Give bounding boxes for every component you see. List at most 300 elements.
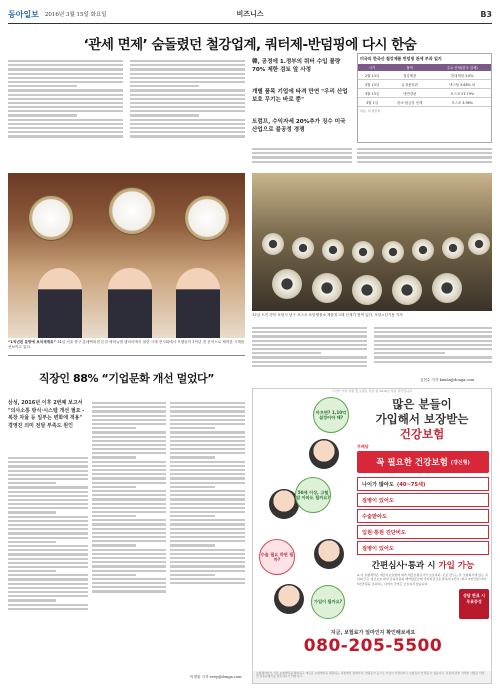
text-line-placeholder bbox=[8, 608, 88, 610]
text-line-placeholder bbox=[170, 540, 245, 542]
coil-roll bbox=[262, 233, 284, 255]
text-line-placeholder bbox=[252, 327, 367, 329]
item-value: 수술받아도 bbox=[362, 513, 388, 520]
text-line-placeholder bbox=[8, 60, 123, 62]
text-line-placeholder bbox=[8, 591, 88, 593]
question-bubble: 가입이 될까요? bbox=[311, 585, 345, 619]
text-line-placeholder bbox=[130, 81, 245, 83]
list-item bbox=[357, 509, 489, 523]
text-line-placeholder bbox=[92, 515, 136, 517]
text-line-placeholder bbox=[92, 452, 166, 454]
text-line-placeholder bbox=[170, 553, 245, 555]
table-cell: 유정용강관 bbox=[386, 80, 433, 89]
text-line-placeholder bbox=[170, 536, 245, 538]
text-line-placeholder bbox=[92, 448, 166, 450]
text-line-placeholder bbox=[8, 604, 88, 606]
text-line-placeholder bbox=[92, 473, 166, 475]
newspaper-logo: 동아일보 bbox=[8, 9, 39, 19]
text-line-placeholder bbox=[8, 73, 123, 75]
model-figure bbox=[108, 268, 152, 338]
text-line-placeholder bbox=[8, 537, 88, 539]
text-line-placeholder bbox=[252, 148, 352, 150]
text-line-placeholder bbox=[8, 545, 88, 547]
text-line-placeholder bbox=[8, 85, 77, 87]
text-line-placeholder bbox=[8, 520, 88, 522]
text-line-placeholder bbox=[8, 114, 77, 116]
text-line-placeholder bbox=[252, 335, 367, 337]
text-line-placeholder bbox=[170, 515, 215, 517]
text-line-placeholder bbox=[92, 540, 166, 542]
text-line-placeholder bbox=[130, 131, 245, 133]
text-line-placeholder bbox=[170, 490, 245, 492]
text-line-placeholder bbox=[8, 110, 123, 112]
photo-caption-text: 14일 서울 중구 롯데백화점 본점 에비뉴엘 갤러리에서 열린 시계 전시회에서 모델들이 1억년 전 운석으로 제작한 시계를 선보이고 있다. bbox=[8, 340, 245, 349]
text-line-placeholder bbox=[130, 106, 245, 108]
text-line-placeholder bbox=[8, 599, 56, 601]
consult-badge-line-2: 무료증정 bbox=[466, 599, 482, 604]
text-line-placeholder bbox=[8, 81, 123, 83]
phone-number[interactable]: 080-205-5500 bbox=[303, 636, 443, 656]
coil-roll bbox=[468, 233, 490, 255]
text-line-placeholder bbox=[170, 469, 245, 471]
ad-footer-disclaimer: 보험계약자가 기존 보험계약을 해지하고 새로운 보험계약을 체결하는 과정에서 질병이력, 연령증가 등으로 가입이 거절되거나 보험료가 인상될 수 있습니다. 상품에 관한 자세한 사항은 약관 및 상품설명서를 참조하시기 바랍니다. bbox=[253, 671, 491, 683]
table-source: 자료: 미 상무부 bbox=[360, 109, 381, 113]
text-line-placeholder bbox=[170, 448, 245, 450]
text-line-placeholder bbox=[170, 436, 245, 438]
coil-roll bbox=[312, 273, 342, 303]
text-line-placeholder bbox=[170, 519, 245, 521]
text-line-placeholder bbox=[92, 444, 166, 446]
text-line-placeholder bbox=[170, 544, 215, 546]
text-line-placeholder bbox=[92, 423, 166, 425]
model-figure bbox=[38, 268, 82, 338]
masthead-rule bbox=[8, 23, 492, 24]
table-cell: 넥스틸 5.68% 외 bbox=[433, 80, 491, 89]
text-line-placeholder bbox=[170, 440, 245, 442]
table-cell: 3월 13일 bbox=[358, 89, 386, 98]
text-line-placeholder bbox=[8, 106, 123, 108]
text-line-placeholder bbox=[8, 131, 123, 133]
table-title: 미국의 한국산 철강제품 반덤핑 관세 부과 일지 bbox=[360, 56, 442, 61]
text-line-placeholder bbox=[8, 549, 88, 551]
question-bubble: 수술 필요 하면 될까? bbox=[259, 539, 295, 575]
text-line-placeholder bbox=[92, 456, 136, 458]
text-line-placeholder bbox=[92, 410, 166, 412]
text-line-placeholder bbox=[92, 553, 166, 555]
text-line-placeholder bbox=[8, 89, 123, 91]
text-line-placeholder bbox=[130, 68, 245, 70]
text-line-placeholder bbox=[170, 406, 245, 408]
text-line-placeholder bbox=[8, 562, 88, 564]
issue-date: 2016년 3월 15일 화요일 bbox=[44, 12, 107, 18]
text-line-placeholder bbox=[92, 590, 166, 592]
benefit-list bbox=[357, 477, 489, 557]
text-line-placeholder bbox=[8, 499, 88, 501]
coil-roll bbox=[352, 241, 374, 263]
text-line-placeholder bbox=[92, 419, 166, 421]
watch-exhibition-photo bbox=[8, 173, 245, 338]
text-line-placeholder bbox=[130, 73, 245, 75]
text-line-placeholder bbox=[130, 123, 245, 125]
text-line-placeholder bbox=[8, 574, 88, 576]
photo-caption-title: “1억년된 분량에 보석세계로” bbox=[8, 340, 56, 344]
table-header: 품목 bbox=[386, 64, 433, 71]
table-row bbox=[358, 98, 491, 107]
text-line-placeholder bbox=[92, 549, 166, 551]
text-line-placeholder bbox=[8, 64, 123, 66]
text-line-placeholder bbox=[8, 457, 88, 459]
text-line-placeholder bbox=[92, 503, 166, 505]
text-line-placeholder bbox=[130, 60, 245, 62]
coil-roll bbox=[412, 239, 434, 261]
text-line-placeholder bbox=[130, 94, 245, 96]
ad-title bbox=[355, 397, 489, 442]
text-line-placeholder bbox=[8, 553, 88, 555]
text-line-placeholder bbox=[170, 498, 245, 500]
text-line-placeholder bbox=[130, 98, 245, 100]
text-line-placeholder bbox=[8, 495, 88, 497]
text-line-placeholder bbox=[170, 549, 245, 551]
watch-image bbox=[28, 195, 74, 241]
masthead bbox=[8, 6, 492, 22]
duty-history-table bbox=[357, 53, 492, 143]
insurance-advertisement bbox=[252, 388, 492, 684]
text-line-placeholder bbox=[170, 561, 245, 563]
text-line-placeholder bbox=[130, 64, 245, 66]
text-line-placeholder bbox=[8, 570, 56, 572]
phone-label: 지금, 보험료가 얼마인지 확인해보세요 bbox=[330, 630, 416, 636]
item-value: 입원·통원 진단비도 bbox=[362, 529, 406, 536]
text-line-placeholder bbox=[8, 511, 56, 513]
simple-review-label: 간편심사·통과 시 bbox=[371, 561, 436, 571]
text-line-placeholder bbox=[8, 583, 88, 585]
text-line-placeholder bbox=[130, 89, 245, 91]
story2-column-1 bbox=[8, 455, 88, 680]
model-portrait bbox=[274, 584, 304, 614]
table-cell: 탄소·합금강 선재 bbox=[386, 98, 433, 107]
text-line-placeholder bbox=[92, 536, 166, 538]
table-cell: 포스코 21.79% bbox=[433, 89, 491, 98]
product-tag: (갱신형) bbox=[450, 459, 470, 466]
text-line-placeholder bbox=[170, 473, 245, 475]
text-line-placeholder bbox=[170, 565, 245, 567]
table-cell: 철강제품 bbox=[386, 71, 433, 80]
text-line-placeholder bbox=[170, 415, 245, 417]
text-line-placeholder bbox=[170, 494, 245, 496]
text-line-placeholder bbox=[170, 523, 245, 525]
text-line-placeholder bbox=[252, 348, 367, 350]
text-line-placeholder bbox=[374, 352, 445, 354]
text-line-placeholder bbox=[8, 541, 56, 543]
text-line-placeholder bbox=[357, 156, 492, 158]
text-line-placeholder bbox=[8, 486, 88, 488]
text-line-placeholder bbox=[8, 516, 88, 518]
text-line-placeholder bbox=[170, 465, 245, 467]
story1-column-3 bbox=[252, 146, 352, 170]
section-title: 비즈니스 bbox=[236, 10, 264, 18]
text-line-placeholder bbox=[8, 478, 88, 480]
text-line-placeholder bbox=[8, 587, 88, 589]
table-cell: 포스코 3.96% bbox=[433, 98, 491, 107]
text-line-placeholder bbox=[170, 557, 245, 559]
text-line-placeholder bbox=[92, 486, 136, 488]
table-header: 시기 bbox=[358, 64, 386, 71]
coil-roll bbox=[442, 237, 464, 259]
text-line-placeholder bbox=[130, 102, 245, 104]
story1-subhead-3: 트럼프, 수익자세 20%추가 징수 미국 산업으로 불공정 경쟁 bbox=[252, 119, 346, 133]
text-line-placeholder bbox=[92, 565, 166, 567]
text-line-placeholder bbox=[170, 532, 245, 534]
text-line-placeholder bbox=[8, 119, 123, 121]
coil-roll bbox=[382, 241, 404, 263]
table-row bbox=[358, 89, 491, 98]
text-line-placeholder bbox=[92, 528, 166, 530]
text-line-placeholder bbox=[8, 558, 88, 560]
product-note: 무배당 bbox=[357, 444, 369, 449]
text-line-placeholder bbox=[92, 490, 166, 492]
photo-caption bbox=[8, 340, 245, 350]
text-line-placeholder bbox=[92, 415, 166, 417]
story1-subhead-2: 개별 품목 기업에 타격 만연 "우리 산업 보호 무기는 바로 뿐" bbox=[252, 89, 348, 103]
text-line-placeholder bbox=[8, 524, 88, 526]
text-line-placeholder bbox=[252, 156, 352, 158]
phone-block bbox=[259, 629, 487, 656]
text-line-placeholder bbox=[374, 348, 492, 350]
consult-badge-line-1: 상담 완료 시 bbox=[462, 593, 486, 598]
text-line-placeholder bbox=[92, 498, 166, 500]
table-cell: 냉연강판 bbox=[386, 89, 433, 98]
text-line-placeholder bbox=[170, 578, 245, 580]
text-line-placeholder bbox=[130, 77, 245, 79]
product-name: 꼭 필요한 건강보험 bbox=[376, 458, 448, 468]
text-line-placeholder bbox=[130, 85, 199, 87]
text-line-placeholder bbox=[8, 482, 56, 484]
text-line-placeholder bbox=[252, 352, 321, 354]
text-line-placeholder bbox=[8, 98, 123, 100]
model-portrait bbox=[314, 539, 344, 569]
text-line-placeholder bbox=[8, 507, 88, 509]
text-line-placeholder bbox=[170, 582, 245, 584]
question-bubble: 아프면? 1,10억 설정어야 해? bbox=[313, 397, 349, 433]
text-line-placeholder bbox=[170, 503, 245, 505]
text-line-placeholder bbox=[170, 507, 245, 509]
text-line-placeholder bbox=[374, 335, 492, 337]
text-line-placeholder bbox=[92, 578, 166, 580]
list-item bbox=[357, 525, 489, 539]
table-cell: 3월 1일 bbox=[358, 98, 386, 107]
text-line-placeholder bbox=[92, 532, 166, 534]
text-line-placeholder bbox=[252, 340, 367, 342]
text-line-placeholder bbox=[252, 331, 367, 333]
product-banner bbox=[357, 451, 489, 473]
text-line-placeholder bbox=[252, 356, 367, 358]
text-line-placeholder bbox=[8, 470, 88, 472]
question-bubble: 50세 이상, 고혈압 아파도 될까요? bbox=[295, 477, 331, 513]
text-line-placeholder bbox=[92, 440, 166, 442]
watch-image bbox=[184, 195, 230, 241]
coil-byline: 포항=김기용 기자 bbox=[374, 313, 403, 317]
text-line-placeholder bbox=[374, 361, 492, 363]
simple-review-line bbox=[357, 559, 489, 571]
text-line-placeholder bbox=[170, 456, 215, 458]
item-value: 질병이 있어도 bbox=[362, 545, 394, 552]
steel-coil-photo bbox=[252, 173, 492, 311]
item-value: (40~75세) bbox=[396, 481, 426, 488]
text-line-placeholder bbox=[8, 102, 123, 104]
text-line-placeholder bbox=[252, 365, 367, 367]
text-line-placeholder bbox=[92, 402, 166, 404]
consult-gift-badge bbox=[459, 589, 489, 619]
ad-title-line-3: 건강보험 bbox=[399, 427, 445, 441]
coil-caption-text: 13일 오전 경북 포항시 남구 포스코 포항제철소 제품창고에 선재가 쌓여 있다. bbox=[252, 313, 374, 317]
text-line-placeholder bbox=[8, 491, 88, 493]
text-line-placeholder bbox=[8, 532, 88, 534]
text-line-placeholder bbox=[170, 452, 245, 454]
fine-print: ※ 이 보험계약은 예금자보호법에 따라 예금보험공사가 보호하되, 보호 한도는 본 보험회사에 있는 귀하의 모든 예금보호 대상 금융상품의 해약환급금에 기타지급금을 합하여 1인당 "최고 5천만원"이며, 5천만원을 초과하는 나머지 금액은 보호하지 않습니다. bbox=[357, 573, 488, 586]
text-line-placeholder bbox=[8, 595, 88, 597]
story1-column-6 bbox=[374, 325, 492, 377]
text-line-placeholder bbox=[8, 135, 123, 137]
text-line-placeholder bbox=[92, 482, 166, 484]
text-line-placeholder bbox=[252, 361, 367, 363]
main-headline: ‘관세 면제’ 숨돌렸던 철강업계, 쿼터제-반덤핑에 다시 한숨 bbox=[83, 37, 417, 53]
text-line-placeholder bbox=[170, 410, 245, 412]
model-figure bbox=[176, 268, 220, 338]
text-line-placeholder bbox=[357, 152, 492, 154]
text-line-placeholder bbox=[374, 340, 492, 342]
text-line-placeholder bbox=[8, 77, 123, 79]
text-line-placeholder bbox=[170, 486, 215, 488]
text-line-placeholder bbox=[8, 528, 88, 530]
item-value: 질병이 있어도 bbox=[362, 497, 394, 504]
table-header: 주요 산세(한국 업체) bbox=[433, 64, 491, 71]
text-line-placeholder bbox=[8, 94, 123, 96]
table-cell: 3월 13일 bbox=[358, 80, 386, 89]
coil-roll bbox=[272, 269, 302, 299]
text-line-placeholder bbox=[170, 477, 245, 479]
story1-column-1 bbox=[8, 58, 123, 170]
text-line-placeholder bbox=[8, 503, 88, 505]
text-line-placeholder bbox=[92, 465, 166, 467]
text-line-placeholder bbox=[8, 461, 88, 463]
story2-headline: 직장인 88% “기업문화 개선 멀었다” bbox=[38, 372, 215, 385]
text-line-placeholder bbox=[8, 578, 88, 580]
text-line-placeholder bbox=[170, 402, 245, 404]
text-line-placeholder bbox=[357, 161, 492, 163]
text-line-placeholder bbox=[8, 127, 123, 129]
list-item bbox=[357, 477, 489, 491]
story2-column-2 bbox=[92, 400, 166, 680]
text-line-placeholder bbox=[170, 419, 245, 421]
item-label: 나이가 많아도 bbox=[362, 481, 394, 488]
text-line-placeholder bbox=[374, 331, 492, 333]
text-line-placeholder bbox=[130, 127, 245, 129]
page-number: B3 bbox=[480, 9, 492, 19]
ad-title-line-1: 많은 분들이 bbox=[392, 397, 452, 411]
table-row bbox=[358, 80, 491, 89]
model-portrait bbox=[309, 439, 339, 469]
text-line-placeholder bbox=[92, 431, 166, 433]
story1-column-5 bbox=[252, 325, 367, 383]
text-line-placeholder bbox=[374, 356, 492, 358]
text-line-placeholder bbox=[170, 482, 245, 484]
section-divider bbox=[8, 355, 245, 356]
table-row bbox=[358, 71, 491, 80]
text-line-placeholder bbox=[92, 511, 166, 513]
text-line-placeholder bbox=[8, 474, 88, 476]
simple-review-highlight: 가입 가능 bbox=[438, 561, 475, 571]
table-cell: 현대제철 3.8% bbox=[433, 71, 491, 80]
text-line-placeholder bbox=[130, 114, 199, 116]
table-cell: 2월 13일 bbox=[358, 71, 386, 80]
coil-roll bbox=[322, 239, 344, 261]
text-line-placeholder bbox=[92, 436, 166, 438]
text-line-placeholder bbox=[170, 444, 245, 446]
story2-subhead: 삼성, 2016년 이후 2번째 보고서 "의사소통 방식·시스템 개선 필요 -복장 자율 등 일부는 변화에 적용" 경영진 의미 전달 부족도 원인 bbox=[8, 400, 85, 429]
coil-roll bbox=[392, 275, 422, 305]
text-line-placeholder bbox=[130, 119, 245, 121]
text-line-placeholder bbox=[92, 461, 166, 463]
text-line-placeholder bbox=[252, 161, 352, 163]
text-line-placeholder bbox=[92, 427, 136, 429]
coil-roll bbox=[292, 237, 314, 259]
coil-roll bbox=[432, 273, 462, 303]
text-line-placeholder bbox=[92, 557, 166, 559]
text-line-placeholder bbox=[92, 582, 166, 584]
text-line-placeholder bbox=[170, 431, 245, 433]
text-line-placeholder bbox=[170, 574, 215, 576]
text-line-placeholder bbox=[8, 68, 123, 70]
coil-photo-caption bbox=[252, 313, 492, 318]
text-line-placeholder bbox=[8, 465, 88, 467]
text-line-placeholder bbox=[92, 469, 166, 471]
text-line-placeholder bbox=[8, 566, 88, 568]
text-line-placeholder bbox=[170, 528, 245, 530]
text-line-placeholder bbox=[374, 327, 492, 329]
story1-subhead-1: 韓, 공정에 1.정부의 쿼터 수입 물량 70% 제한 검토 앞 사정 bbox=[252, 59, 341, 73]
story1-column-2 bbox=[130, 58, 245, 170]
text-line-placeholder bbox=[170, 423, 245, 425]
text-line-placeholder bbox=[92, 477, 166, 479]
text-line-placeholder bbox=[252, 344, 367, 346]
text-line-placeholder bbox=[357, 148, 492, 150]
text-line-placeholder bbox=[170, 427, 215, 429]
text-line-placeholder bbox=[374, 344, 492, 346]
story2-byline: 이샘물 기자 evey@donga.com bbox=[190, 675, 242, 679]
ad-top-note: 무진단 가입 상품 월 보험료 부담 현 2016년 상품 관련입니다 bbox=[332, 389, 412, 393]
text-line-placeholder bbox=[252, 152, 352, 154]
text-line-placeholder bbox=[92, 570, 166, 572]
text-line-placeholder bbox=[92, 519, 166, 521]
text-line-placeholder bbox=[8, 123, 123, 125]
story1-column-4 bbox=[357, 146, 492, 170]
ad-title-line-2: 가입해서 보장받는 bbox=[375, 412, 469, 426]
text-line-placeholder bbox=[92, 507, 166, 509]
text-line-placeholder bbox=[130, 110, 245, 112]
text-line-placeholder bbox=[92, 523, 166, 525]
list-item bbox=[357, 541, 489, 555]
text-line-placeholder bbox=[170, 511, 245, 513]
text-line-placeholder bbox=[170, 570, 245, 572]
text-line-placeholder bbox=[92, 561, 166, 563]
coil-roll bbox=[352, 275, 382, 305]
watch-image bbox=[108, 187, 156, 235]
text-line-placeholder bbox=[92, 574, 136, 576]
list-item bbox=[357, 493, 489, 507]
story1-byline: 김현수 기자 kimhs@donga.com bbox=[420, 378, 475, 382]
text-line-placeholder bbox=[170, 461, 245, 463]
text-line-placeholder bbox=[92, 586, 166, 588]
